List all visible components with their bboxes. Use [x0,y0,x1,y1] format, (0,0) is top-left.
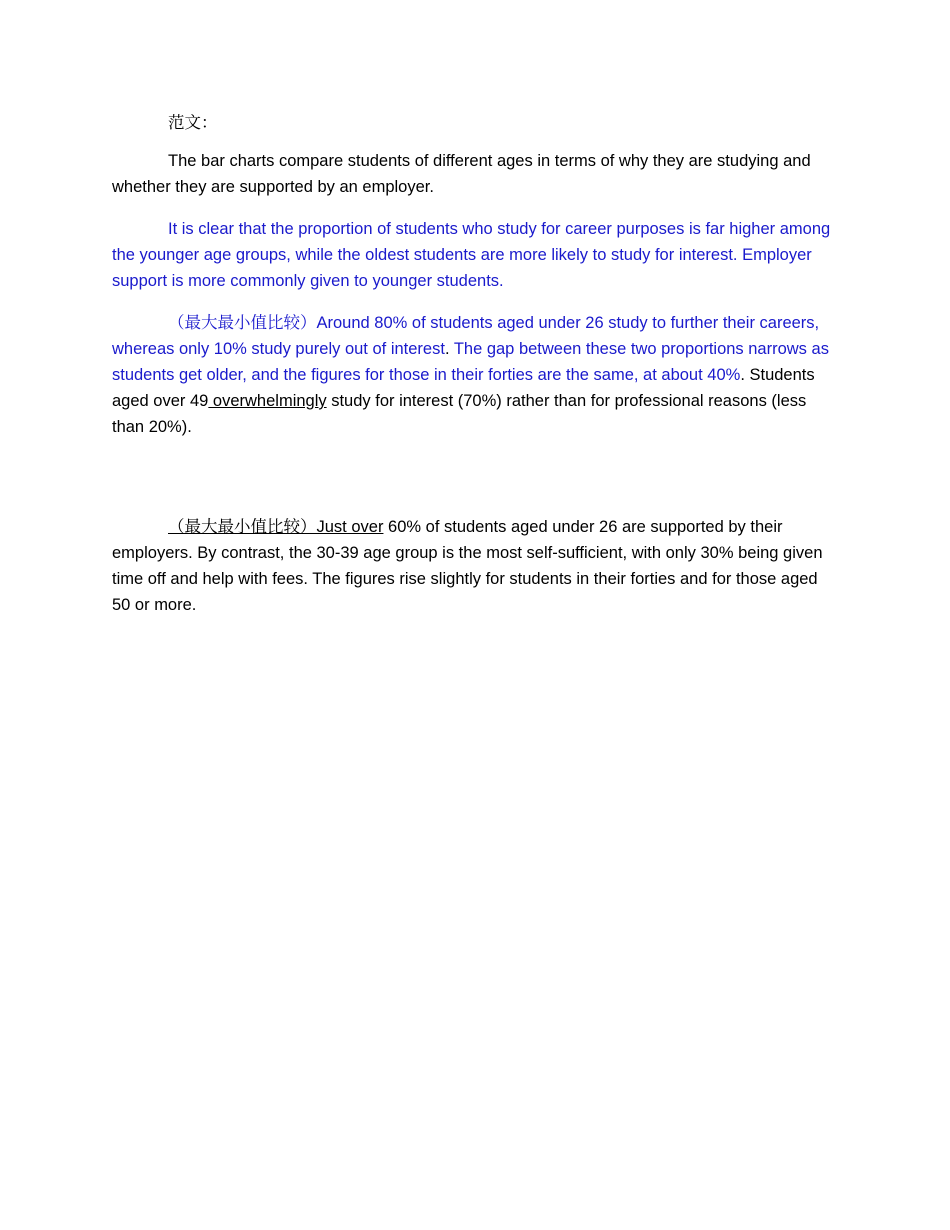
paragraph-spacer [112,456,840,514]
overview-paragraph: It is clear that the proportion of students who study for career purposes is far higher among the younger age groups, while the oldest students are more likely to study for interest. Employer support is more commonly given to younger students. [112,220,831,290]
body1-part4: . Students aged over 49 [112,366,815,410]
body-paragraph-1 [112,310,840,440]
body1-tag: （最大最小值比较） [168,313,317,332]
body1-underlined-word: overwhelmingly [208,392,327,410]
body1-part3: The gap between these two proportions narrows as students get older, and the figures for those in their forties are the same, at about 40% [112,340,829,384]
body1-part1: Around 80% of students aged under 26 study to further their careers, whereas only 10% study purely out of interest [112,314,820,358]
body2-tag: （最大最小值比较） [168,517,317,536]
model-essay-heading: 范文： [168,113,218,132]
body-paragraph-2 [112,514,840,618]
body2-underlined-phrase: Just over [316,518,384,536]
body1-part6: study for interest (70%) rather than for professional reasons (less than 20%). [112,392,807,436]
body1-part2: . [444,340,454,358]
body2-part2: 60% of students aged under 26 are supported by their employers. By contrast, the 30-39 age group is the most self-sufficient, with only 30% being given time off and help with fees. The figures rise slightly for students in their forties and for those aged 50 or more. [112,518,823,614]
intro-paragraph: The bar charts compare students of different ages in terms of why they are studying and whether they are supported by an employer. [112,152,811,196]
document-body [112,110,840,634]
